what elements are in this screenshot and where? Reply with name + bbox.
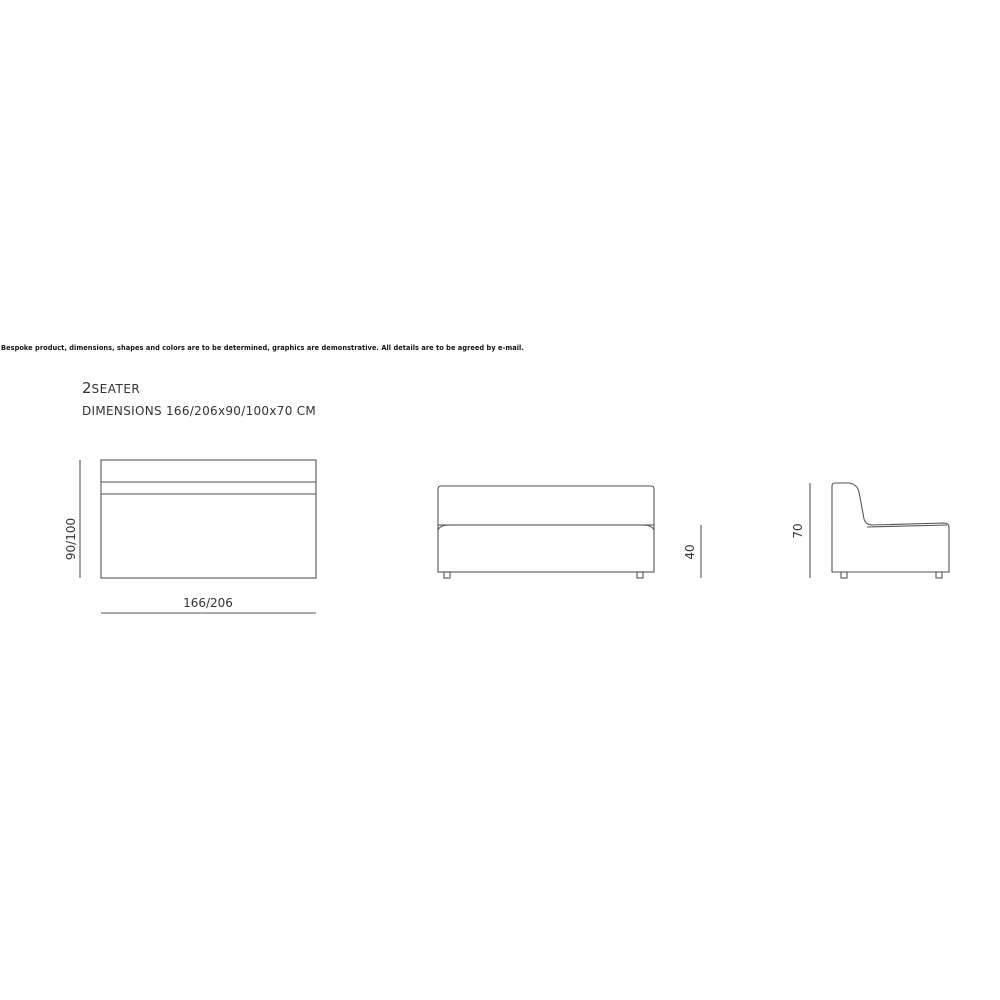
side-foot-back (841, 572, 847, 578)
disclaimer-text: Bespoke product, dimensions, shapes and colors are to be determined, graphics are demonstrative. All details are to be agreed by e-mail. (1, 344, 524, 352)
side-height-label: 70 (791, 523, 805, 539)
front-base (438, 525, 654, 572)
plan-view (64, 460, 316, 613)
front-backrest (438, 486, 654, 525)
front-foot-left (444, 572, 450, 578)
plan-depth-label: 90/100 (64, 517, 78, 561)
title-word: SEATER (91, 382, 141, 396)
plan-width-label: 166/206 (183, 596, 233, 610)
front-seat-height-label: 40 (683, 544, 697, 560)
front-view (438, 486, 701, 578)
title-number: 2 (82, 379, 92, 397)
side-foot-front (936, 572, 942, 578)
side-profile (832, 483, 949, 572)
front-seat-cushion (438, 525, 654, 530)
dimensions-text: DIMENSIONS 166/206x90/100x70 CM (82, 404, 317, 418)
front-foot-right (637, 572, 643, 578)
side-view (791, 483, 949, 578)
plan-outline (101, 460, 316, 578)
